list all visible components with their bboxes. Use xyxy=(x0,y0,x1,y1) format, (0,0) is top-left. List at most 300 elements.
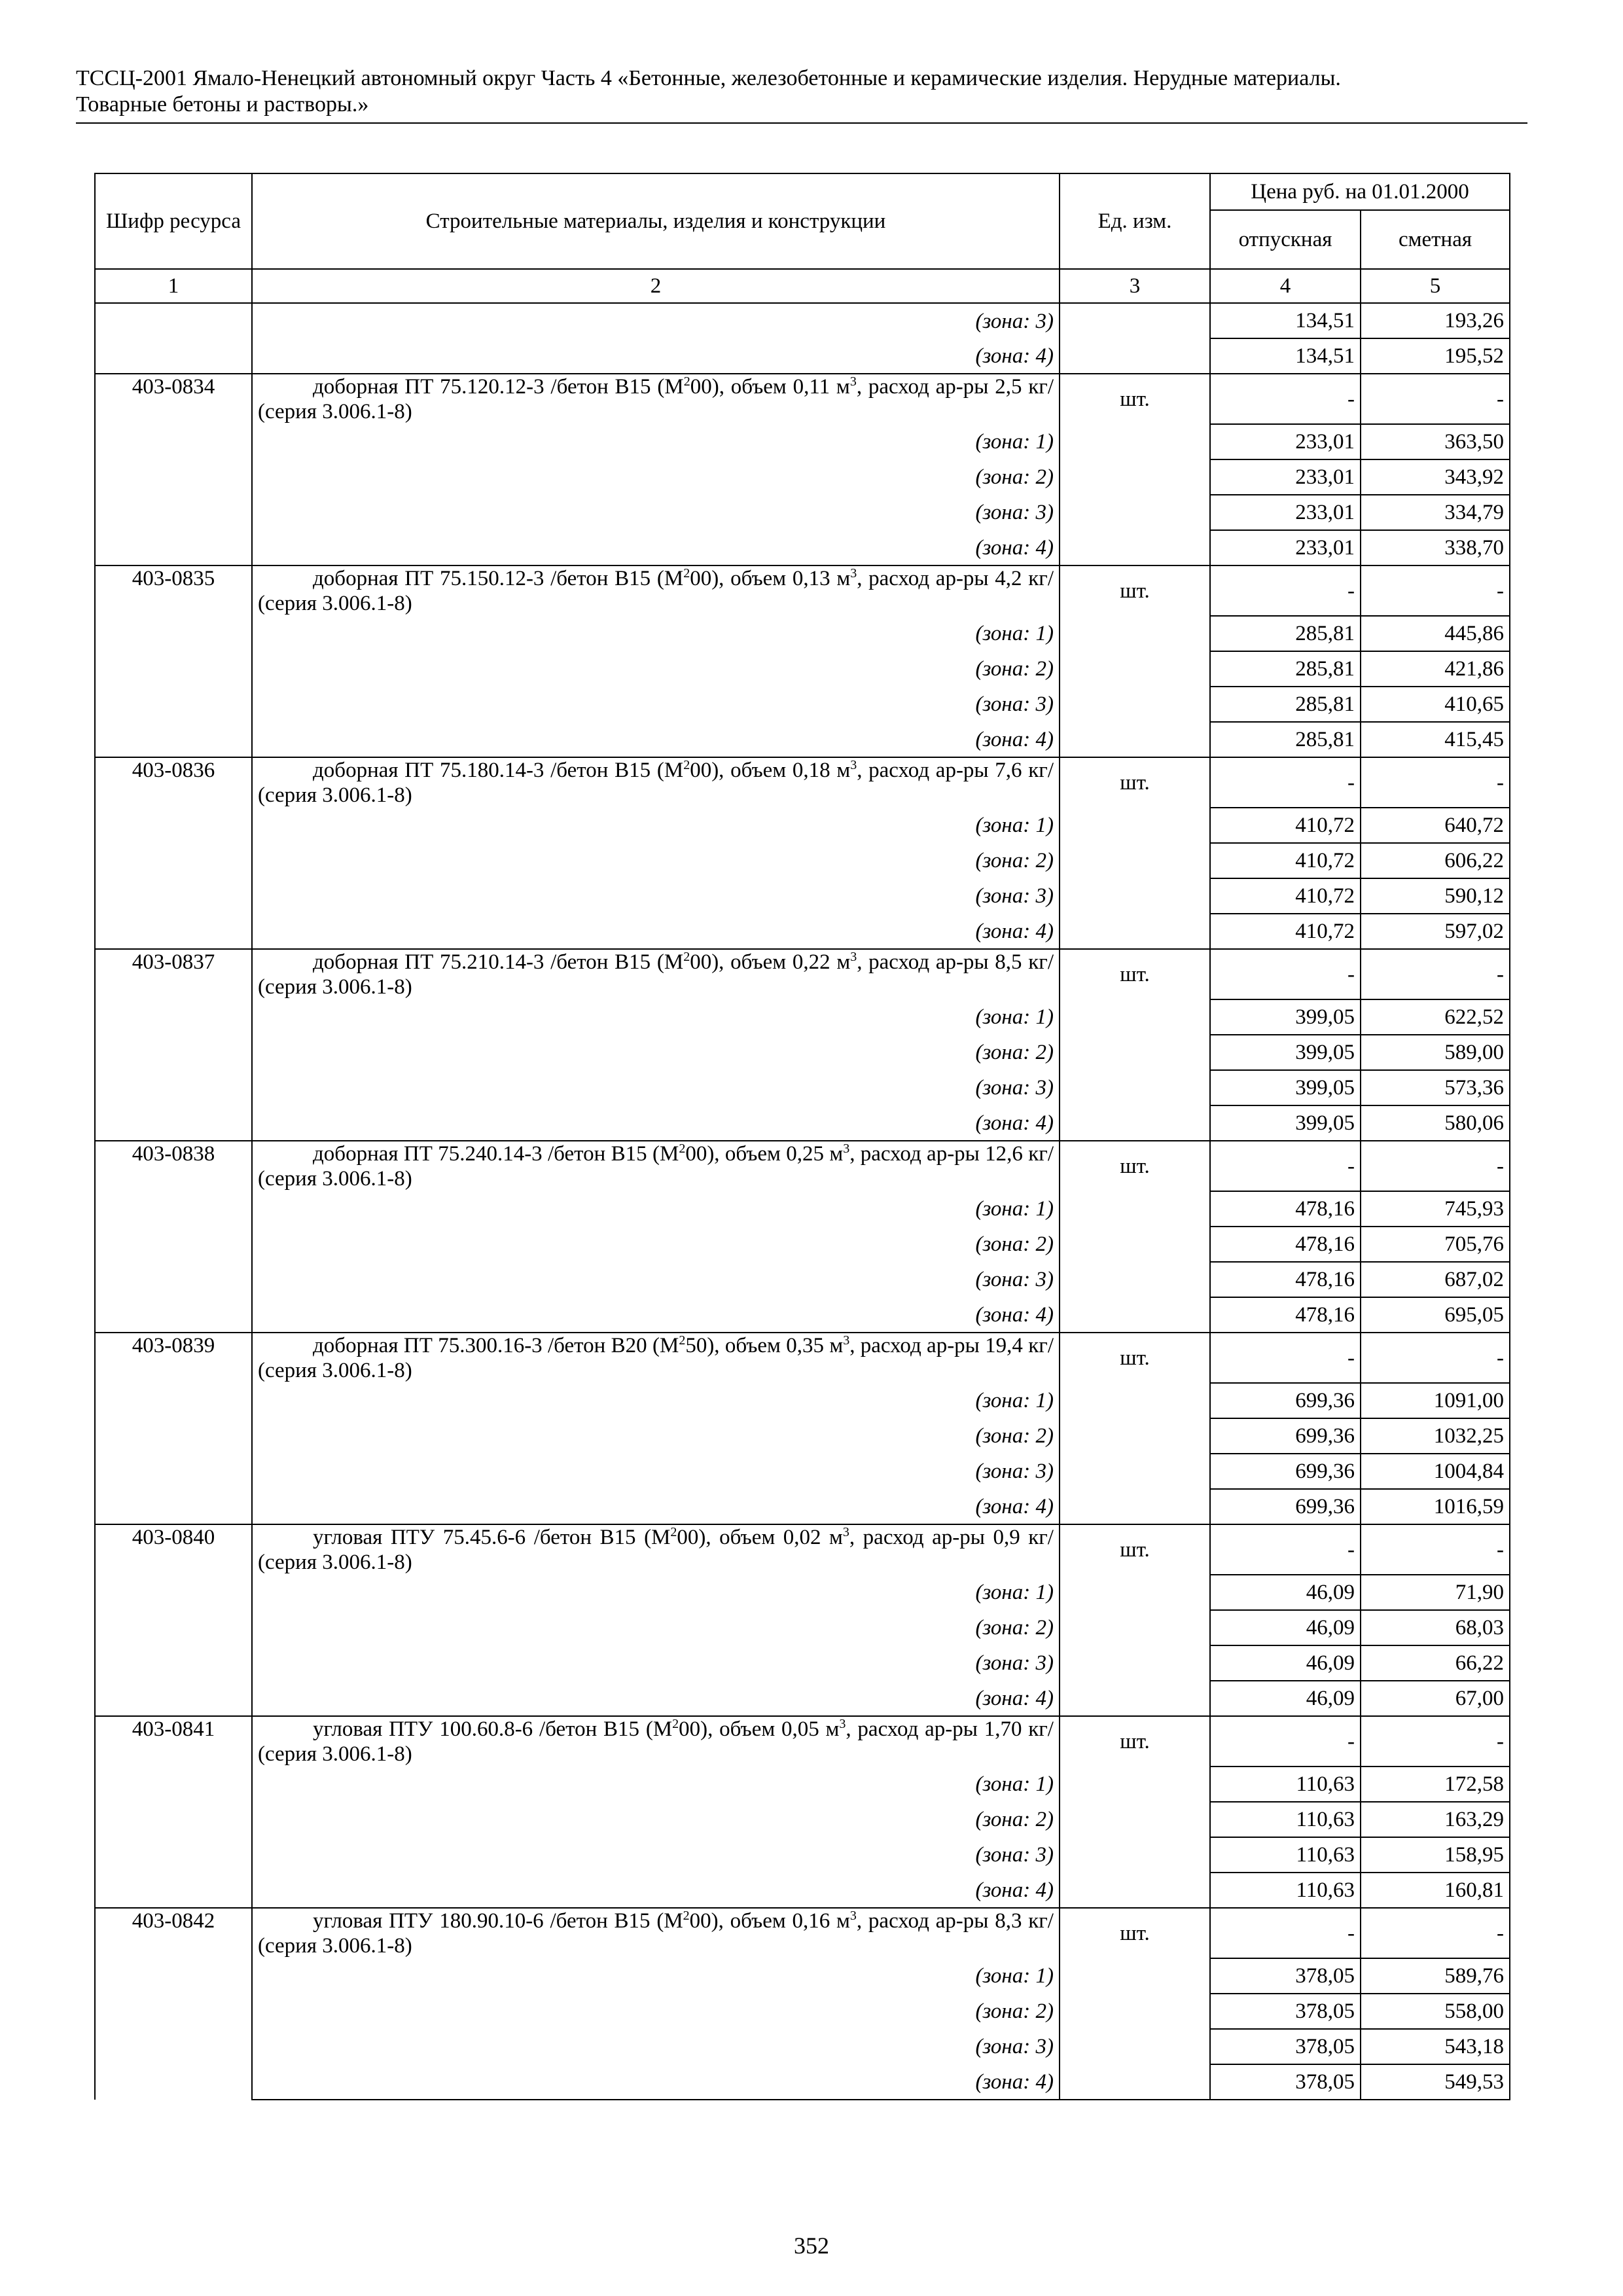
release-price: 110,63 xyxy=(1210,1802,1361,1837)
zone-label: (зона: 1) xyxy=(252,999,1060,1035)
col-header-code: Шифр ресурса xyxy=(95,173,252,269)
zone-label: (зона: 2) xyxy=(252,1227,1060,1262)
header-line-1: ТССЦ-2001 Ямало-Ненецкий автономный округ Часть 4 «Бетонные, железобетонные и керамические изделия. Нерудные материалы. xyxy=(76,66,1341,90)
estimate-price: - xyxy=(1361,1524,1510,1575)
zone-row xyxy=(95,722,1510,757)
zone-row xyxy=(95,459,1510,495)
estimate-price: 195,52 xyxy=(1361,338,1510,374)
estimate-price: - xyxy=(1361,757,1510,808)
document-header xyxy=(76,65,1527,118)
estimate-price: 695,05 xyxy=(1361,1297,1510,1333)
zone-code-cell xyxy=(95,303,252,338)
zone-row xyxy=(95,1383,1510,1418)
estimate-price: 67,00 xyxy=(1361,1681,1510,1716)
superscript: 2 xyxy=(679,1141,686,1156)
col-number-5: 5 xyxy=(1361,269,1510,303)
table-row xyxy=(95,1908,1510,1958)
table-row xyxy=(95,565,1510,616)
zone-unit-cell xyxy=(1060,1958,1210,1994)
release-price: 46,09 xyxy=(1210,1681,1361,1716)
estimate-price: 66,22 xyxy=(1361,1645,1510,1681)
estimate-price: 445,86 xyxy=(1361,616,1510,651)
description-text: угловая ПТУ 180.90.10-6 /бетон В15 (М xyxy=(313,1909,683,1933)
estimate-price: - xyxy=(1361,1333,1510,1383)
zone-label: (зона: 3) xyxy=(252,1645,1060,1681)
zone-label: (зона: 1) xyxy=(252,808,1060,843)
estimate-price: 193,26 xyxy=(1361,303,1510,338)
release-price: 110,63 xyxy=(1210,1873,1361,1908)
table-row xyxy=(95,1141,1510,1191)
zone-label: (зона: 4) xyxy=(252,1105,1060,1141)
zone-row xyxy=(95,1958,1510,1994)
superscript: 2 xyxy=(683,374,690,389)
superscript: 3 xyxy=(849,374,857,389)
estimate-price: 160,81 xyxy=(1361,1873,1510,1908)
price-table-body xyxy=(95,303,1510,2100)
zone-label: (зона: 2) xyxy=(252,843,1060,878)
zone-unit-cell xyxy=(1060,687,1210,722)
release-price: 478,16 xyxy=(1210,1262,1361,1297)
zone-row xyxy=(95,1767,1510,1802)
zone-unit-cell xyxy=(1060,1035,1210,1070)
release-price: - xyxy=(1210,1908,1361,1958)
resource-code: 403-0841 xyxy=(95,1716,252,1908)
unit-of-measure: шт. xyxy=(1060,1716,1210,1767)
description-text: , расход ар-ры 2,5 кг/ (серия 3.006.1-8) xyxy=(258,375,1054,423)
zone-label: (зона: 4) xyxy=(252,2064,1060,2100)
zone-label: (зона: 3) xyxy=(252,878,1060,914)
release-price: 699,36 xyxy=(1210,1418,1361,1454)
estimate-price: 558,00 xyxy=(1361,1994,1510,2029)
table-row xyxy=(95,949,1510,999)
unit-of-measure: шт. xyxy=(1060,1908,1210,1958)
estimate-price: 573,36 xyxy=(1361,1070,1510,1105)
zone-row xyxy=(95,338,1510,374)
estimate-price: - xyxy=(1361,1908,1510,1958)
zone-row xyxy=(95,303,1510,338)
release-price: 378,05 xyxy=(1210,1994,1361,2029)
zone-row xyxy=(95,495,1510,530)
superscript: 3 xyxy=(850,566,857,581)
release-price: 410,72 xyxy=(1210,914,1361,949)
zone-unit-cell xyxy=(1060,808,1210,843)
col-header-name: Строительные материалы, изделия и конструкции xyxy=(252,173,1060,269)
estimate-price: 597,02 xyxy=(1361,914,1510,949)
zone-label: (зона: 3) xyxy=(252,303,1060,338)
superscript: 3 xyxy=(843,1141,850,1156)
zone-unit-cell xyxy=(1060,2064,1210,2100)
description-text: , расход ар-ры 7,6 кг/ (серия 3.006.1-8) xyxy=(258,759,1054,807)
estimate-price: 543,18 xyxy=(1361,2029,1510,2064)
zone-unit-cell xyxy=(1060,1070,1210,1105)
description-text: 00), объем 0,11 м xyxy=(690,375,850,399)
zone-label: (зона: 3) xyxy=(252,495,1060,530)
zone-label: (зона: 4) xyxy=(252,722,1060,757)
release-price: 233,01 xyxy=(1210,459,1361,495)
description-text: доборная ПТ 75.180.14-3 /бетон В15 (М xyxy=(313,759,684,782)
zone-row xyxy=(95,1262,1510,1297)
zone-label: (зона: 2) xyxy=(252,1418,1060,1454)
zone-unit-cell xyxy=(1060,722,1210,757)
material-description xyxy=(252,565,1060,616)
zone-row xyxy=(95,1070,1510,1105)
estimate-price: 338,70 xyxy=(1361,530,1510,565)
release-price: 699,36 xyxy=(1210,1383,1361,1418)
zone-label: (зона: 1) xyxy=(252,1767,1060,1802)
estimate-price: 1091,00 xyxy=(1361,1383,1510,1418)
zone-unit-cell xyxy=(1060,1191,1210,1227)
release-price: 134,51 xyxy=(1210,338,1361,374)
release-price: 399,05 xyxy=(1210,1070,1361,1105)
release-price: 410,72 xyxy=(1210,843,1361,878)
estimate-price: - xyxy=(1361,1141,1510,1191)
superscript: 2 xyxy=(683,758,690,772)
release-price: - xyxy=(1210,1141,1361,1191)
zone-unit-cell xyxy=(1060,999,1210,1035)
zone-row xyxy=(95,687,1510,722)
zone-label: (зона: 4) xyxy=(252,1297,1060,1333)
zone-row xyxy=(95,1454,1510,1489)
release-price: 285,81 xyxy=(1210,687,1361,722)
estimate-price: 590,12 xyxy=(1361,878,1510,914)
superscript: 2 xyxy=(670,1525,677,1539)
zone-row xyxy=(95,1681,1510,1716)
estimate-price: 589,76 xyxy=(1361,1958,1510,1994)
zone-unit-cell xyxy=(1060,459,1210,495)
description-text: доборная ПТ 75.300.16-3 /бетон В20 (М xyxy=(313,1334,679,1357)
description-text: 50), объем 0,35 м xyxy=(685,1334,844,1357)
zone-label: (зона: 3) xyxy=(252,1454,1060,1489)
release-price: 46,09 xyxy=(1210,1575,1361,1610)
zone-label: (зона: 1) xyxy=(252,1383,1060,1418)
release-price: - xyxy=(1210,757,1361,808)
release-price: 478,16 xyxy=(1210,1297,1361,1333)
estimate-price: 687,02 xyxy=(1361,1262,1510,1297)
resource-code: 403-0839 xyxy=(95,1333,252,1524)
superscript: 2 xyxy=(683,950,690,964)
zone-unit-cell xyxy=(1060,651,1210,687)
release-price: 233,01 xyxy=(1210,530,1361,565)
zone-label: (зона: 2) xyxy=(252,1610,1060,1645)
zone-row xyxy=(95,2064,1510,2100)
zone-row xyxy=(95,1873,1510,1908)
estimate-price: 71,90 xyxy=(1361,1575,1510,1610)
description-text: 00), объем 0,16 м xyxy=(689,1909,850,1933)
zone-label: (зона: 1) xyxy=(252,1575,1060,1610)
table-row xyxy=(95,757,1510,808)
estimate-price: 68,03 xyxy=(1361,1610,1510,1645)
release-price: - xyxy=(1210,565,1361,616)
release-price: 285,81 xyxy=(1210,616,1361,651)
zone-row xyxy=(95,999,1510,1035)
zone-label: (зона: 3) xyxy=(252,1837,1060,1873)
estimate-price: 640,72 xyxy=(1361,808,1510,843)
zone-unit-cell xyxy=(1060,1873,1210,1908)
zone-label: (зона: 3) xyxy=(252,687,1060,722)
zone-unit-cell xyxy=(1060,1575,1210,1610)
col-header-price: Цена руб. на 01.01.2000 xyxy=(1210,173,1510,210)
release-price: 699,36 xyxy=(1210,1454,1361,1489)
description-text: , расход ар-ры 1,70 кг/ (серия 3.006.1-8) xyxy=(258,1717,1054,1766)
description-text: 00), объем 0,18 м xyxy=(690,759,851,782)
release-price: - xyxy=(1210,949,1361,999)
unit-of-measure: шт. xyxy=(1060,757,1210,808)
description-text: угловая ПТУ 100.60.8-6 /бетон В15 (М xyxy=(313,1717,673,1741)
resource-code: 403-0840 xyxy=(95,1524,252,1716)
zone-unit-cell xyxy=(1060,1454,1210,1489)
zone-unit-cell xyxy=(1060,1227,1210,1262)
zone-label: (зона: 1) xyxy=(252,1958,1060,1994)
superscript: 3 xyxy=(849,1909,857,1923)
zone-label: (зона: 1) xyxy=(252,1191,1060,1227)
estimate-price: 343,92 xyxy=(1361,459,1510,495)
description-text: 00), объем 0,13 м xyxy=(690,567,851,590)
zone-label: (зона: 2) xyxy=(252,459,1060,495)
estimate-price: - xyxy=(1361,374,1510,424)
release-price: - xyxy=(1210,1716,1361,1767)
release-price: 46,09 xyxy=(1210,1645,1361,1681)
estimate-price: - xyxy=(1361,1716,1510,1767)
estimate-price: 158,95 xyxy=(1361,1837,1510,1873)
description-text: доборная ПТ 75.150.12-3 /бетон В15 (М xyxy=(313,567,684,590)
header-line-2: Товарные бетоны и растворы.» xyxy=(76,92,369,117)
zone-row xyxy=(95,651,1510,687)
description-text: , расход ар-ры 4,2 кг/ (серия 3.006.1-8) xyxy=(258,567,1054,615)
description-text: , расход ар-ры 8,5 кг/ (серия 3.006.1-8) xyxy=(258,950,1054,999)
zone-row xyxy=(95,1610,1510,1645)
zone-row xyxy=(95,1489,1510,1524)
description-text: угловая ПТУ 75.45.6-6 /бетон В15 (М xyxy=(313,1526,671,1549)
resource-code: 403-0836 xyxy=(95,757,252,949)
zone-unit-cell xyxy=(1060,303,1210,338)
zone-unit-cell xyxy=(1060,1767,1210,1802)
estimate-price: 606,22 xyxy=(1361,843,1510,878)
zone-label: (зона: 3) xyxy=(252,2029,1060,2064)
col-header-unit: Ед. изм. xyxy=(1060,173,1210,269)
release-price: 134,51 xyxy=(1210,303,1361,338)
zone-unit-cell xyxy=(1060,1645,1210,1681)
estimate-price: 410,65 xyxy=(1361,687,1510,722)
description-text: 00), объем 0,02 м xyxy=(677,1526,843,1549)
unit-of-measure: шт. xyxy=(1060,374,1210,424)
zone-label: (зона: 4) xyxy=(252,1681,1060,1716)
zone-row xyxy=(95,1418,1510,1454)
zone-row xyxy=(95,1035,1510,1070)
description-text: доборная ПТ 75.240.14-3 /бетон В15 (М xyxy=(313,1142,679,1166)
estimate-price: 622,52 xyxy=(1361,999,1510,1035)
zone-row xyxy=(95,1837,1510,1873)
zone-unit-cell xyxy=(1060,530,1210,565)
description-text: 00), объем 0,05 м xyxy=(679,1717,840,1741)
release-price: 478,16 xyxy=(1210,1191,1361,1227)
zone-unit-cell xyxy=(1060,2029,1210,2064)
resource-code: 403-0837 xyxy=(95,949,252,1141)
unit-of-measure: шт. xyxy=(1060,1524,1210,1575)
zone-label: (зона: 1) xyxy=(252,424,1060,459)
zone-unit-cell xyxy=(1060,338,1210,374)
estimate-price: - xyxy=(1361,949,1510,999)
zone-row xyxy=(95,1575,1510,1610)
zone-row xyxy=(95,1994,1510,2029)
material-description xyxy=(252,374,1060,424)
material-description xyxy=(252,1333,1060,1383)
zone-code-cell xyxy=(95,338,252,374)
zone-unit-cell xyxy=(1060,1297,1210,1333)
zone-label: (зона: 2) xyxy=(252,1802,1060,1837)
zone-row xyxy=(95,616,1510,651)
zone-row xyxy=(95,1227,1510,1262)
estimate-price: 415,45 xyxy=(1361,722,1510,757)
zone-unit-cell xyxy=(1060,843,1210,878)
col-number-3: 3 xyxy=(1060,269,1210,303)
zone-unit-cell xyxy=(1060,1105,1210,1141)
zone-unit-cell xyxy=(1060,1262,1210,1297)
resource-code: 403-0842 xyxy=(95,1908,252,2100)
zone-unit-cell xyxy=(1060,495,1210,530)
release-price: 378,05 xyxy=(1210,2029,1361,2064)
estimate-price: 163,29 xyxy=(1361,1802,1510,1837)
estimate-price: 1016,59 xyxy=(1361,1489,1510,1524)
zone-label: (зона: 2) xyxy=(252,1994,1060,2029)
col-header-release: отпускная xyxy=(1210,210,1361,269)
header-rule xyxy=(76,122,1527,124)
release-price: 233,01 xyxy=(1210,424,1361,459)
zone-label: (зона: 4) xyxy=(252,914,1060,949)
release-price: - xyxy=(1210,374,1361,424)
estimate-price: - xyxy=(1361,565,1510,616)
estimate-price: 589,00 xyxy=(1361,1035,1510,1070)
release-price: 399,05 xyxy=(1210,999,1361,1035)
estimate-price: 549,53 xyxy=(1361,2064,1510,2100)
release-price: 233,01 xyxy=(1210,495,1361,530)
release-price: - xyxy=(1210,1333,1361,1383)
price-table xyxy=(94,173,1510,2100)
zone-label: (зона: 3) xyxy=(252,1070,1060,1105)
release-price: 378,05 xyxy=(1210,2064,1361,2100)
price-table-head xyxy=(95,173,1510,303)
release-price: - xyxy=(1210,1524,1361,1575)
zone-label: (зона: 4) xyxy=(252,1873,1060,1908)
zone-unit-cell xyxy=(1060,1837,1210,1873)
superscript: 3 xyxy=(850,758,857,772)
col-number-4: 4 xyxy=(1210,269,1361,303)
estimate-price: 172,58 xyxy=(1361,1767,1510,1802)
estimate-price: 1004,84 xyxy=(1361,1454,1510,1489)
zone-unit-cell xyxy=(1060,914,1210,949)
resource-code: 403-0838 xyxy=(95,1141,252,1333)
material-description xyxy=(252,949,1060,999)
release-price: 378,05 xyxy=(1210,1958,1361,1994)
description-text: 00), объем 0,25 м xyxy=(685,1142,844,1166)
superscript: 2 xyxy=(679,1333,686,1348)
description-text: , расход ар-ры 8,3 кг/ (серия 3.006.1-8) xyxy=(258,1909,1054,1958)
page-number: 352 xyxy=(794,2233,829,2259)
zone-label: (зона: 2) xyxy=(252,1035,1060,1070)
estimate-price: 421,86 xyxy=(1361,651,1510,687)
description-text: доборная ПТ 75.120.12-3 /бетон В15 (М xyxy=(313,375,684,399)
release-price: 110,63 xyxy=(1210,1767,1361,1802)
superscript: 2 xyxy=(683,1909,690,1923)
release-price: 285,81 xyxy=(1210,722,1361,757)
release-price: 478,16 xyxy=(1210,1227,1361,1262)
zone-unit-cell xyxy=(1060,424,1210,459)
material-description xyxy=(252,1908,1060,1958)
zone-label: (зона: 2) xyxy=(252,651,1060,687)
estimate-price: 705,76 xyxy=(1361,1227,1510,1262)
zone-unit-cell xyxy=(1060,1681,1210,1716)
superscript: 2 xyxy=(672,1717,679,1731)
table-row xyxy=(95,1716,1510,1767)
superscript: 3 xyxy=(842,1525,849,1539)
zone-row xyxy=(95,424,1510,459)
zone-unit-cell xyxy=(1060,1489,1210,1524)
zone-row xyxy=(95,1191,1510,1227)
col-number-2: 2 xyxy=(252,269,1060,303)
zone-label: (зона: 1) xyxy=(252,616,1060,651)
resource-code: 403-0835 xyxy=(95,565,252,757)
superscript: 2 xyxy=(683,566,690,581)
superscript: 3 xyxy=(839,1717,846,1731)
unit-of-measure: шт. xyxy=(1060,565,1210,616)
material-description xyxy=(252,1141,1060,1191)
zone-row xyxy=(95,1297,1510,1333)
estimate-price: 363,50 xyxy=(1361,424,1510,459)
zone-row xyxy=(95,1802,1510,1837)
unit-of-measure: шт. xyxy=(1060,1141,1210,1191)
estimate-price: 1032,25 xyxy=(1361,1418,1510,1454)
zone-row xyxy=(95,2029,1510,2064)
zone-unit-cell xyxy=(1060,616,1210,651)
release-price: 46,09 xyxy=(1210,1610,1361,1645)
release-price: 410,72 xyxy=(1210,808,1361,843)
description-text: доборная ПТ 75.210.14-3 /бетон В15 (М xyxy=(313,950,684,974)
material-description xyxy=(252,757,1060,808)
release-price: 110,63 xyxy=(1210,1837,1361,1873)
zone-row xyxy=(95,843,1510,878)
table-row xyxy=(95,1333,1510,1383)
col-number-1: 1 xyxy=(95,269,252,303)
zone-label: (зона: 4) xyxy=(252,530,1060,565)
estimate-price: 334,79 xyxy=(1361,495,1510,530)
description-text: 00), объем 0,22 м xyxy=(690,950,851,974)
estimate-price: 745,93 xyxy=(1361,1191,1510,1227)
release-price: 410,72 xyxy=(1210,878,1361,914)
zone-unit-cell xyxy=(1060,1994,1210,2029)
description-text: , расход ар-ры 0,9 кг/ (серия 3.006.1-8) xyxy=(258,1526,1054,1574)
zone-row xyxy=(95,1645,1510,1681)
zone-unit-cell xyxy=(1060,1802,1210,1837)
zone-unit-cell xyxy=(1060,1610,1210,1645)
zone-row xyxy=(95,878,1510,914)
zone-unit-cell xyxy=(1060,1383,1210,1418)
unit-of-measure: шт. xyxy=(1060,949,1210,999)
table-row xyxy=(95,1524,1510,1575)
zone-unit-cell xyxy=(1060,1418,1210,1454)
zone-row xyxy=(95,914,1510,949)
superscript: 3 xyxy=(843,1333,850,1348)
zone-row xyxy=(95,530,1510,565)
unit-of-measure: шт. xyxy=(1060,1333,1210,1383)
superscript: 3 xyxy=(850,950,857,964)
estimate-price: 580,06 xyxy=(1361,1105,1510,1141)
release-price: 699,36 xyxy=(1210,1489,1361,1524)
release-price: 399,05 xyxy=(1210,1035,1361,1070)
release-price: 285,81 xyxy=(1210,651,1361,687)
zone-label: (зона: 3) xyxy=(252,1262,1060,1297)
material-description xyxy=(252,1716,1060,1767)
zone-row xyxy=(95,1105,1510,1141)
zone-label: (зона: 4) xyxy=(252,338,1060,374)
